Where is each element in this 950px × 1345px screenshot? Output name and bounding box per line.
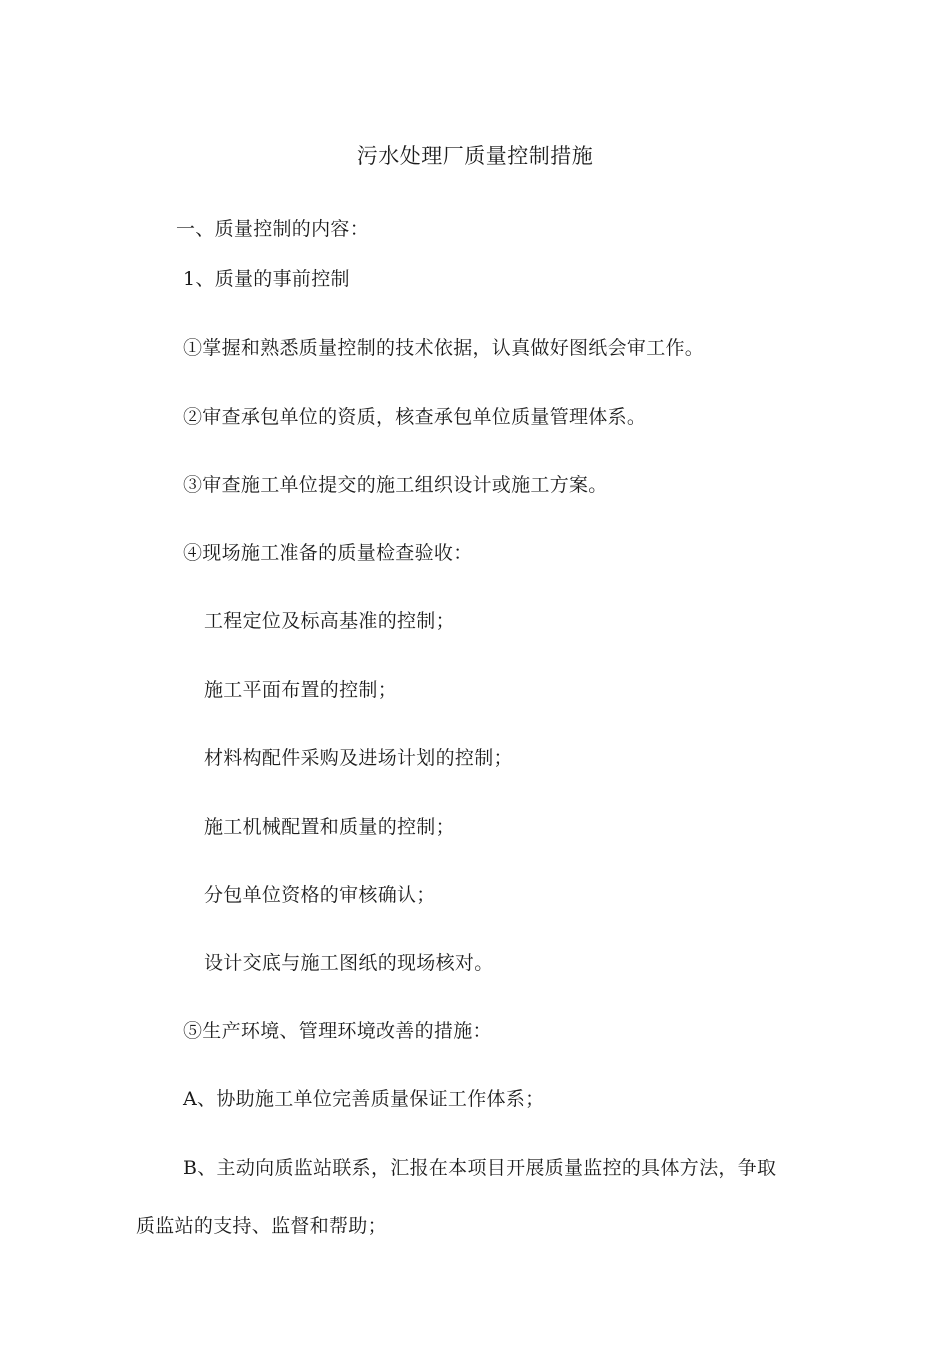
sub-list-item: 施工机械配置和质量的控制； [204,816,455,838]
list-item: ③审查施工单位提交的施工组织设计或施工方案。 [183,474,608,496]
section-heading: 一、质量控制的内容： [176,218,370,240]
subsection-heading: 1、质量的事前控制 [183,268,350,290]
sub-list-item: 设计交底与施工图纸的现场核对。 [204,952,494,974]
list-item-continuation: 质监站的支持、监督和帮助； [136,1215,387,1237]
sub-list-item: 施工平面布置的控制； [204,679,398,701]
list-item: ⑤生产环境、管理环境改善的措施： [183,1020,492,1042]
list-item: B、主动向质监站联系，汇报在本项目开展质量监控的具体方法，争取 [183,1157,777,1179]
list-item: A、协助施工单位完善质量保证工作体系； [183,1088,545,1110]
sub-list-item: 材料构配件采购及进场计划的控制； [204,747,513,769]
list-item: ④现场施工准备的质量检查验收： [183,542,473,564]
list-item: ②审查承包单位的资质，核查承包单位质量管理体系。 [183,406,647,428]
sub-list-item: 分包单位资格的审核确认； [204,884,436,906]
list-item: ①掌握和熟悉质量控制的技术依据，认真做好图纸会审工作。 [183,337,705,359]
document-title: 污水处理厂质量控制措施 [356,144,594,168]
sub-list-item: 工程定位及标高基准的控制； [204,610,455,632]
